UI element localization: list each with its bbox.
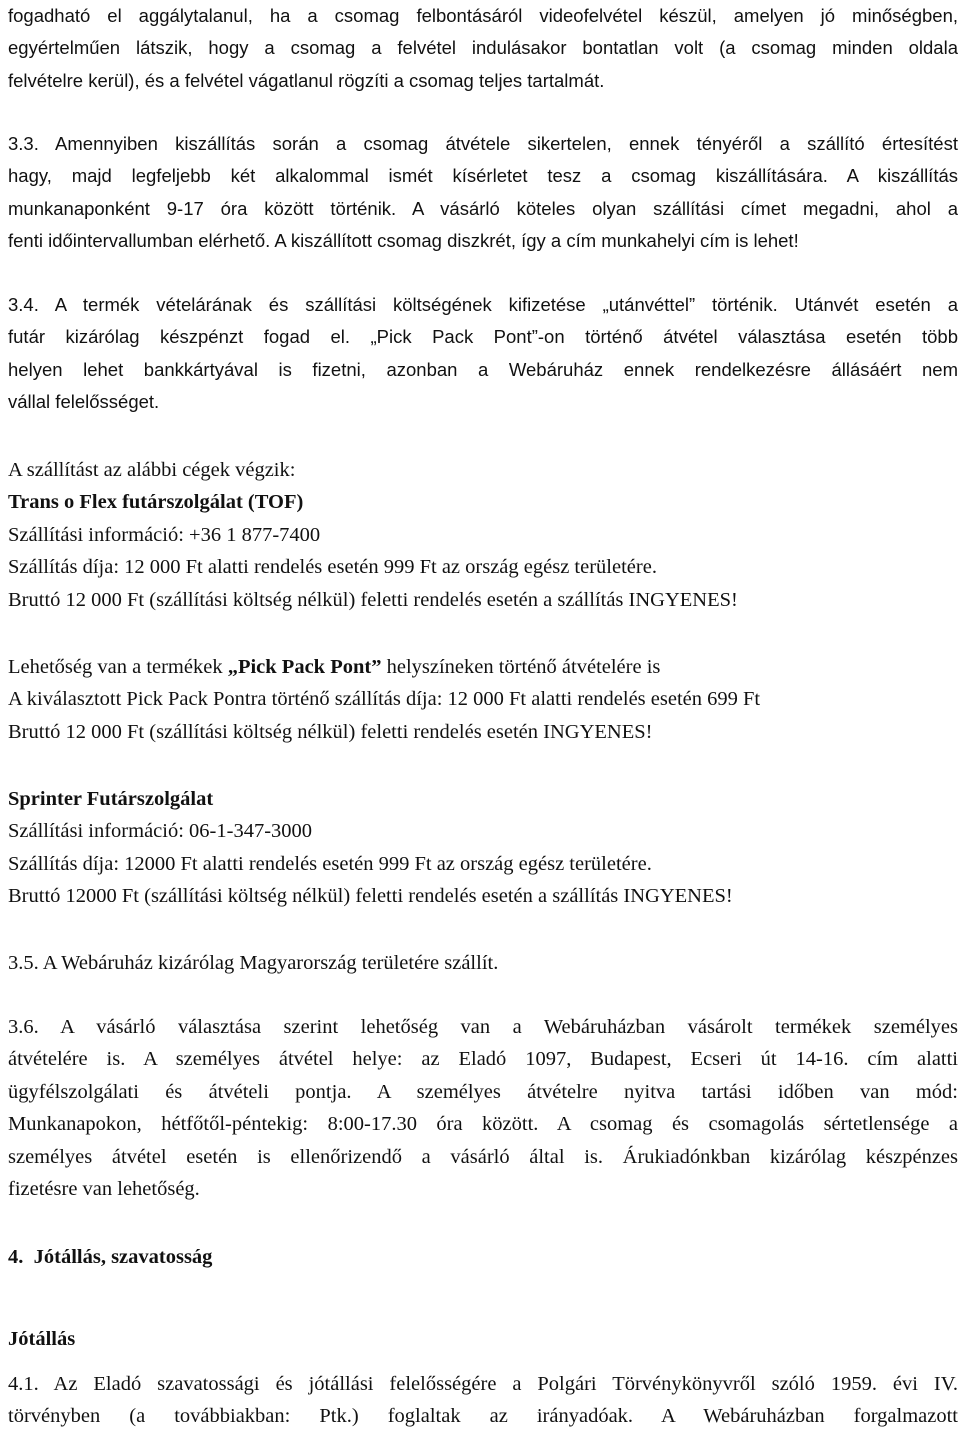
text-line: 3.3. Amennyiben kiszállítás során a csomag átvétele sikertelen, ennek tényéről a szállító értesítést (8, 133, 958, 154)
carriers-section (8, 454, 958, 616)
text-line: 3.6. A vásárló választása szerint lehetőség van a Webáruházban vásárolt termékek személyes (8, 1016, 958, 1038)
text-line: személyes átvétel esetén is ellenőrizendő a vásárló által is. Árukiadónkban kizárólag készpénzes (8, 1145, 958, 1168)
text-line: fizetésre van lehetőség. (8, 1177, 200, 1200)
text-line: vállal felelősséget. (8, 391, 160, 413)
text-line: fogadható el aggálytalanul, ha a csomag felbontásáról videofelvétel készül, amelyen jó minőségben, (8, 5, 958, 26)
carrier-tof-info: Szállítási információ: +36 1 877-7400 (8, 523, 321, 546)
pick-pack-pont-intro (8, 651, 958, 683)
warranty-subheading-block (8, 1323, 958, 1355)
pick-pack-pont-intro-suffix: helyszíneken történő átvételére is (381, 656, 661, 678)
text-line: 3.5. A Webáruház kizárólag Magyarország területére szállít. (8, 952, 499, 974)
pick-pack-pont-section (8, 651, 958, 748)
pick-pack-pont-intro-prefix: Lehetőség van a termékek (8, 656, 228, 678)
carrier-tof-free-shipping: Bruttó 12 000 Ft (szállítási költség nélkül) feletti rendelés esetén a szállítás INGYENES! (8, 588, 738, 611)
text-line: 3.4. A termék vételárának és szállítási költségének kifizetése „utánvéttel” történik. Utánvét esetén a (8, 294, 958, 315)
text-line: felvételre kerül), és a felvétel vágatlanul rögzíti a csomag teljes tartalmát. (8, 69, 605, 91)
carrier-sprinter-fee: Szállítás díja: 12000 Ft alatti rendelés esetén 999 Ft az ország egész területére. (8, 852, 652, 875)
text-line: törvényben (a továbbiakban: Ptk.) foglaltak az irányadóak. A Webáruházban forgalmazott (8, 1405, 958, 1428)
paragraph-4-1-liability (8, 1368, 958, 1433)
text-line: Munkanapokon, hétfőtől-péntekig: 8:00-17.30 óra között. A csomag és csomagolás sértetlensége a (8, 1113, 958, 1136)
section-heading: 4. Jótállás, szavatosság (8, 1246, 213, 1268)
carrier-sprinter-title: Sprinter Futárszolgálat (8, 788, 214, 810)
paragraph-3-4-payment (8, 289, 958, 419)
text-line: átvételére is. A személyes átvétel helye: az Eladó 1097, Budapest, Ecseri út 14-16. cím alatti (8, 1048, 958, 1071)
paragraph-3-3-delivery-attempts (8, 128, 958, 258)
text-line: 4.1. Az Eladó szavatossági és jótállási felelősségére a Polgári Törvénykönyvről szóló 1959. évi IV. (8, 1373, 958, 1395)
text-line: fenti időintervallumban elérhető. A kiszállított csomag diszkrét, így a cím munkahelyi cím is lehet! (8, 230, 799, 252)
text-line: ügyfélszolgálati és átvételi pontja. A személyes átvételre nyitva tartási időben van mód: (8, 1080, 958, 1103)
carrier-tof-fee: Szállítás díja: 12 000 Ft alatti rendelés esetén 999 Ft az ország egész területére. (8, 556, 657, 579)
paragraph-unboxing-video (8, 0, 958, 97)
text-line: hagy, majd legfeljebb két alkalommal ismét kísérletet tesz a csomag kiszállítására. A kiszállítás (8, 165, 958, 187)
paragraph-3-5-hungary-only (8, 947, 958, 979)
sprinter-section (8, 783, 958, 913)
text-line: futár kizárólag készpénzt fogad el. „Pick Pack Pont”-on történő átvétel választása esetén több (8, 326, 958, 348)
text-line: helyen lehet bankkártyával is fizetni, azonban a Webáruház ennek rendelkezésre állásáért nem (8, 358, 958, 380)
carrier-sprinter-info: Szállítási információ: 06-1-347-3000 (8, 820, 313, 843)
carriers-intro: A szállítást az alábbi cégek végzik: (8, 459, 296, 481)
pick-pack-pont-name: „Pick Pack Pont” (227, 656, 382, 678)
pick-pack-pont-fee: A kiválasztott Pick Pack Pontra történő szállítás díja: 12 000 Ft alatti rendelés esetén 699 Ft (8, 688, 761, 711)
pick-pack-pont-free: Bruttó 12 000 Ft (szállítási költség nélkül) feletti rendelés esetén INGYENES! (8, 720, 653, 743)
carrier-sprinter-free-shipping: Bruttó 12000 Ft (szállítási költség nélkül) feletti rendelés esetén a szállítás INGYENES! (8, 885, 733, 908)
carrier-tof-title: Trans o Flex futárszolgálat (TOF) (8, 491, 304, 514)
text-line: munkanaponként 9-17 óra között történik. A vásárló köteles olyan szállítási címet megadni, ahol a (8, 197, 958, 219)
subsection-heading: Jótállás (8, 1328, 76, 1350)
paragraph-3-6-personal-pickup (8, 1011, 958, 1205)
text-line: egyértelműen látszik, hogy a csomag a felvétel indulásakor bontatlan volt (a csomag minden oldala (8, 37, 958, 59)
section-4-heading-block (8, 1241, 958, 1273)
